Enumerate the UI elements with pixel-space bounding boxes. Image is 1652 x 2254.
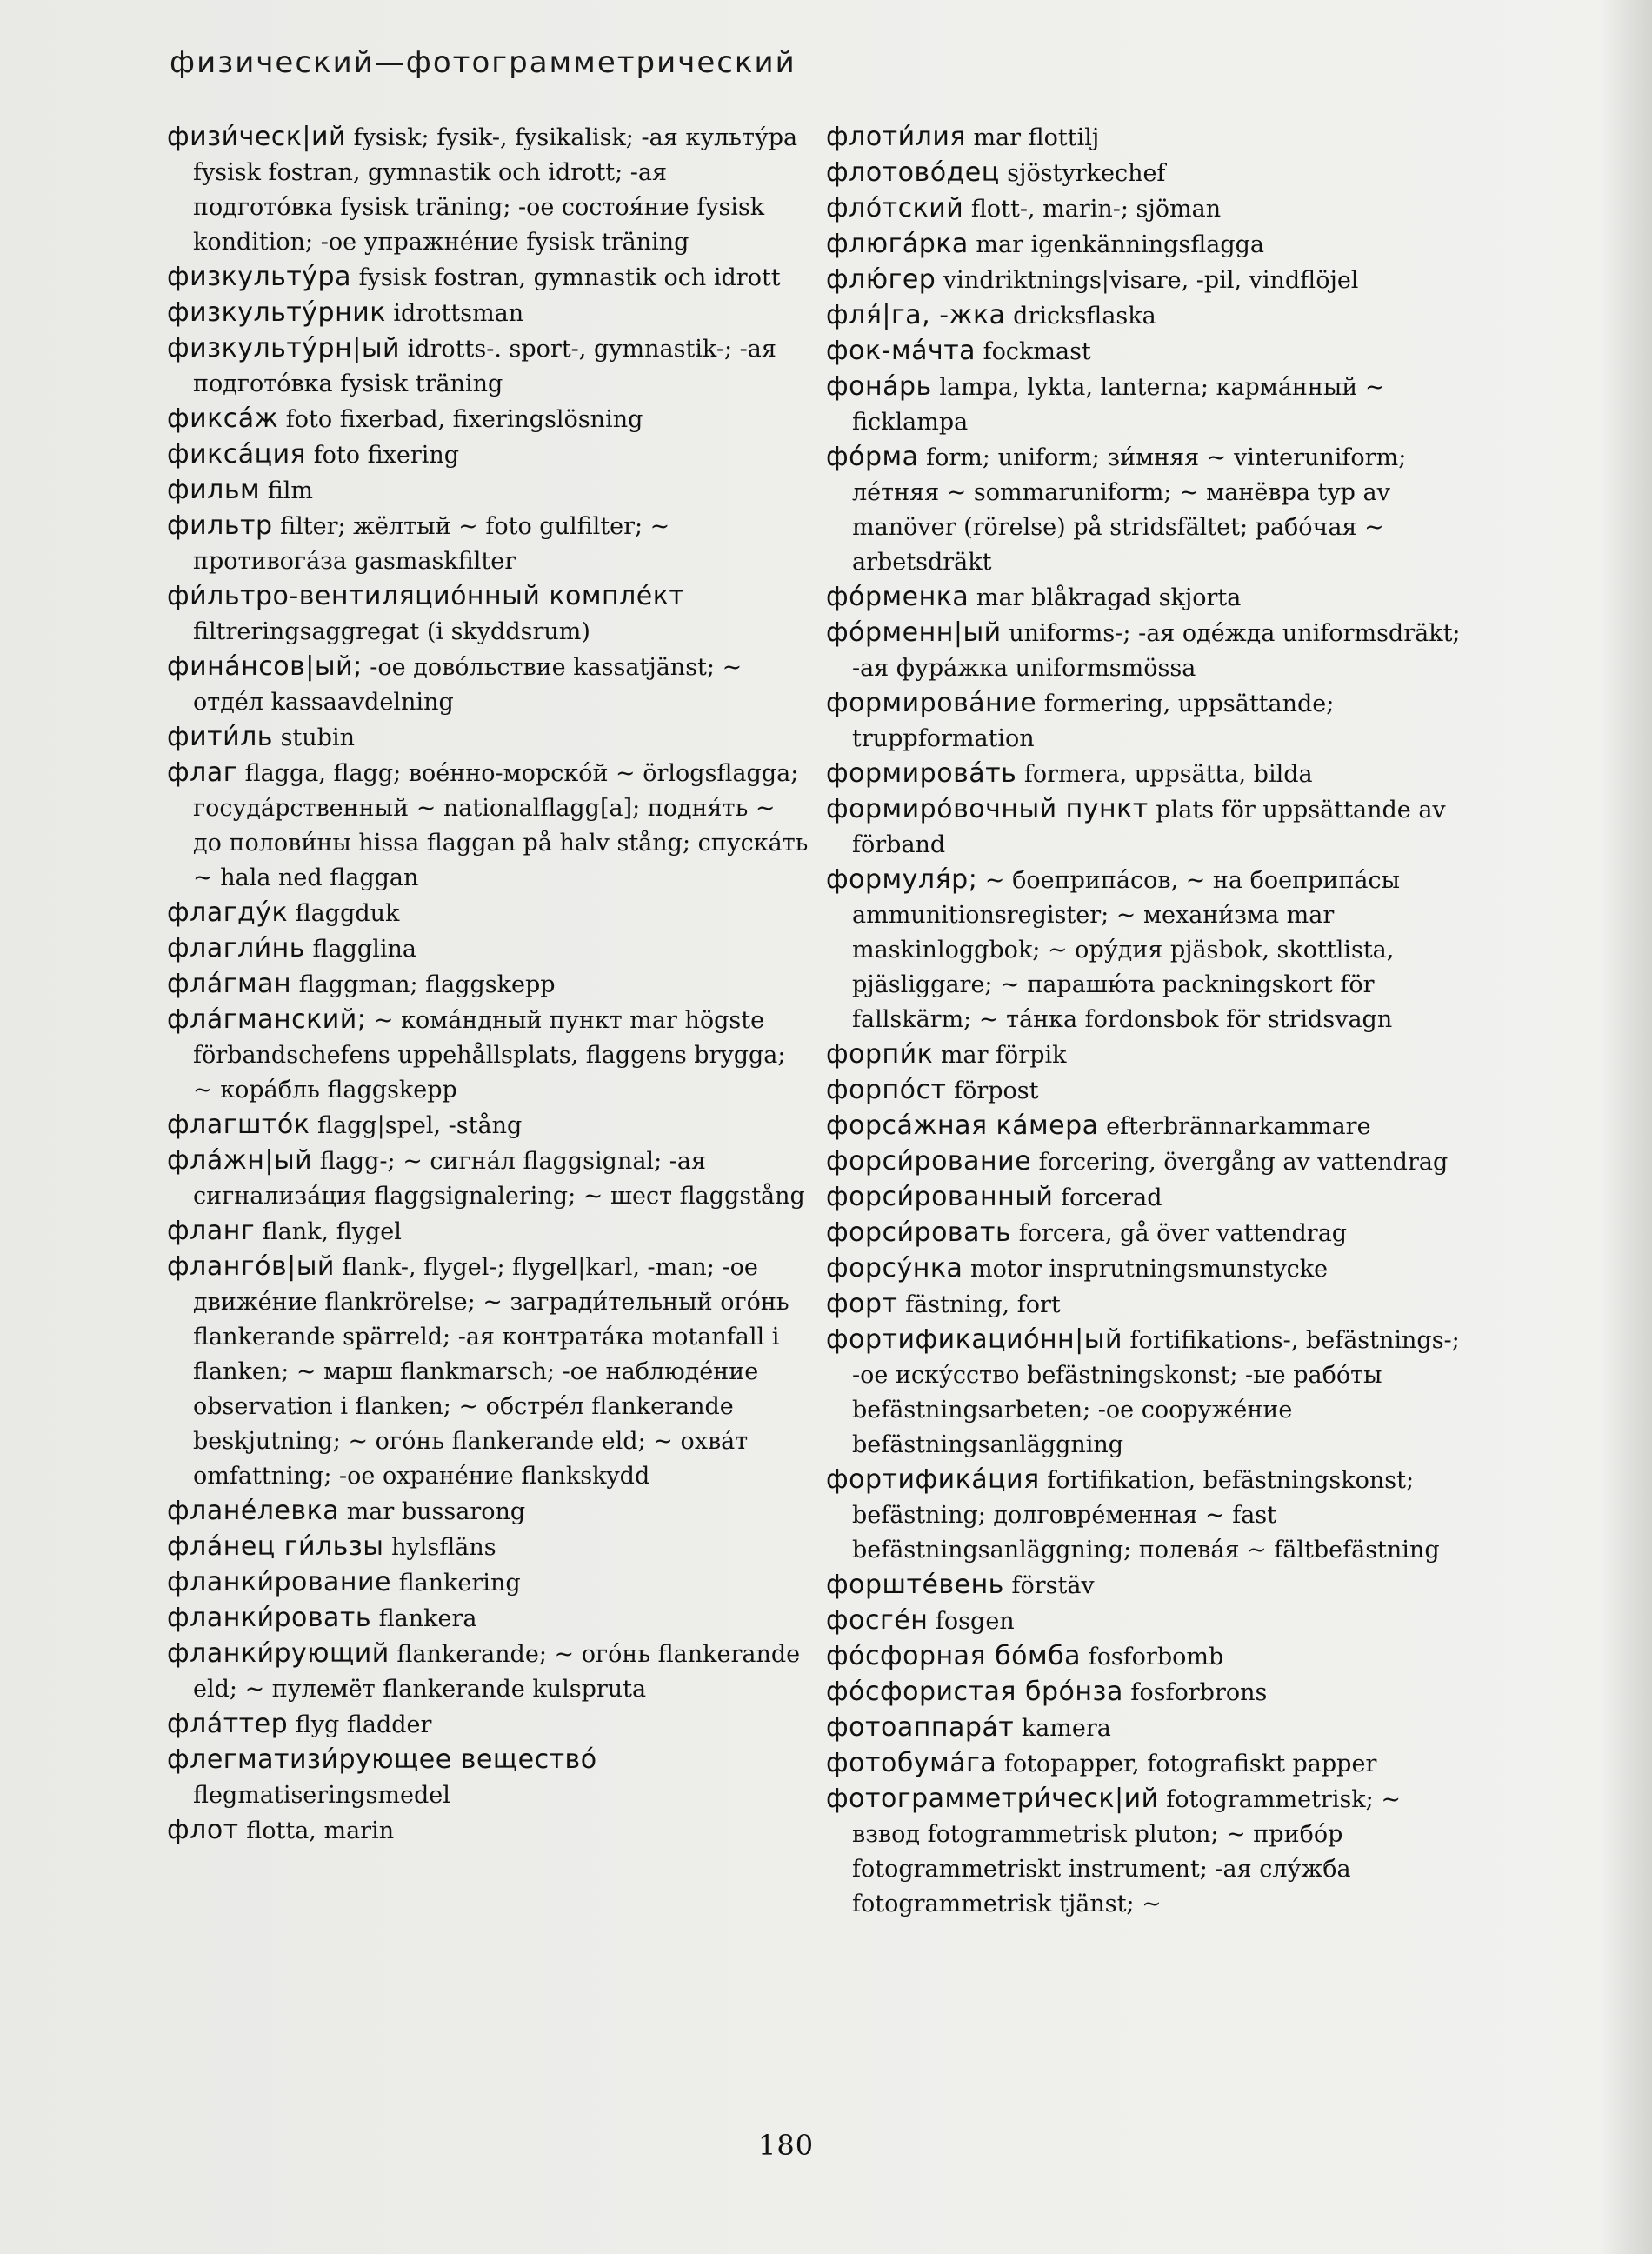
dictionary-entry [826, 263, 1469, 298]
dictionary-entry [826, 792, 1469, 863]
right-column [826, 120, 1469, 1922]
entry-gloss: efterbrännarkammare [1098, 1113, 1371, 1140]
dictionary-entry [167, 720, 810, 756]
dictionary-entry [826, 616, 1469, 686]
entry-gloss: ~ боеприпа́сов, ~ на боеприпа́сы ammunitionsregister; ~ механи́зма mar maskinloggbok; ~ ору́дия pjäsbok, skottlista, pjäsliggare; ~ парашю́та packningskort för fallskärm; ~ та́нка fordonsbok för stridsvagn [852, 867, 1401, 1033]
entry-headword: флотово́дец [826, 157, 1000, 188]
dictionary-entry [826, 1144, 1469, 1180]
entry-gloss: formering, uppsättande; truppformation [852, 690, 1335, 752]
entry-headword: фланго́в|ый [167, 1251, 335, 1282]
entry-headword: фосге́н [826, 1605, 929, 1636]
entry-gloss: motor insprutningsmunstycke [963, 1256, 1329, 1283]
entry-headword: форпо́ст [826, 1075, 947, 1105]
entry-gloss: mar blåkragad skjorta [969, 584, 1242, 611]
page-number: 180 [758, 2129, 815, 2162]
dictionary-entry [167, 896, 810, 931]
entry-headword: фла́ттер [167, 1709, 289, 1739]
dictionary-entry [167, 1565, 810, 1601]
entry-gloss: formera, uppsätta, bilda [1016, 761, 1313, 788]
dictionary-entry [167, 967, 810, 1003]
entry-gloss: plats för uppsättande av förband [852, 797, 1446, 858]
entry-headword: фортификацио́нн|ый [826, 1324, 1122, 1355]
entry-gloss: flagg-; ~ сигна́л flaggsignal; -ая сигнализа́ция flaggsignalering; ~ шест flaggstång [193, 1148, 805, 1210]
dictionary-entry [167, 120, 810, 260]
entry-headword: фортифика́ция [826, 1464, 1040, 1495]
entry-gloss: fysisk fostran, gymnastik och idrott [350, 264, 781, 291]
entry-headword: флот [167, 1815, 239, 1845]
entry-headword: физи́ческ|ий [167, 122, 346, 152]
entry-gloss: filter; жёлтый ~ foto gulfilter; ~ противога́за gasmaskfilter [193, 513, 670, 575]
entry-headword: флагли́нь [167, 933, 305, 964]
dictionary-entry [167, 931, 810, 967]
dictionary-entry [167, 1637, 810, 1707]
entry-headword: фок-ма́чта [826, 336, 976, 366]
dictionary-entry [826, 1180, 1469, 1216]
dictionary-entry [826, 1109, 1469, 1144]
dictionary-entry [167, 650, 810, 720]
entry-headword: фо́рма [826, 442, 919, 472]
entry-headword: флане́левка [167, 1496, 340, 1526]
entry-gloss: flaggduk [288, 900, 400, 927]
entry-gloss: fotogrammetrisk; ~ взвод fotogrammetrisk pluton; ~ прибо́р fotogrammetriskt instrument; -ая слу́жба fotogrammetrisk tjänst; ~ [852, 1786, 1401, 1917]
entry-headword: форса́жная ка́мера [826, 1110, 1099, 1141]
entry-gloss: mar bussarong [339, 1498, 526, 1525]
entry-gloss: idrottsman [385, 300, 524, 327]
entry-gloss: mar igenkänningsflagga [968, 231, 1265, 258]
entry-headword: фля́|га, -жка [826, 300, 1006, 330]
dictionary-entry [167, 1250, 810, 1494]
entry-headword: формиро́вочный пункт [826, 794, 1149, 824]
entry-gloss: forcera, gå över vattendrag [1011, 1220, 1348, 1247]
entry-gloss: fästning, fort [897, 1291, 1061, 1318]
entry-headword: фо́сфористая бро́нза [826, 1677, 1123, 1707]
dictionary-entry [167, 1003, 810, 1108]
dictionary-entry [826, 1675, 1469, 1711]
entry-headword: формуля́р; [826, 864, 978, 895]
dictionary-entry [167, 1494, 810, 1530]
entry-headword: физкульту́ра [167, 262, 351, 292]
entry-gloss: forcering, övergång av vattendrag [1031, 1149, 1449, 1176]
dictionary-entry [167, 473, 810, 509]
entry-headword: фо́рменка [826, 582, 969, 612]
entry-gloss: mar förpik [933, 1042, 1067, 1069]
entry-headword: флю́гер [826, 264, 936, 295]
entry-gloss: flankera [371, 1605, 477, 1632]
entry-headword: фотоаппара́т [826, 1712, 1015, 1743]
dictionary-entry [826, 1037, 1469, 1073]
entry-headword: фина́нсов|ый; [167, 651, 363, 682]
entry-gloss: mar flottilj [965, 124, 1100, 151]
entry-gloss: fosforbomb [1081, 1644, 1224, 1670]
entry-headword: физкульту́рник [167, 297, 386, 328]
dictionary-entry [167, 1214, 810, 1250]
entry-headword: форси́ровать [826, 1217, 1012, 1248]
entry-gloss: flegmatiseringsmedel [193, 1782, 450, 1809]
dictionary-entry [826, 370, 1469, 440]
dictionary-entry [826, 686, 1469, 757]
entry-gloss: flotta, marin [238, 1817, 395, 1844]
entry-gloss: vindriktnings|visare, -pil, vindflöjel [936, 267, 1359, 294]
entry-headword: фильтр [167, 510, 273, 541]
entry-gloss: flagglina [304, 936, 416, 963]
dictionary-entry [826, 191, 1469, 227]
entry-gloss: flott-, marin-; sjöman [963, 196, 1222, 223]
entry-gloss: kamera [1014, 1715, 1111, 1742]
entry-gloss: förpost [946, 1077, 1039, 1104]
dictionary-entry [167, 1144, 810, 1214]
dictionary-entry [167, 402, 810, 437]
entry-headword: фо́рменн|ый [826, 617, 1002, 648]
entry-gloss: foto fixering [306, 442, 460, 469]
entry-gloss: flyg fladder [288, 1711, 432, 1738]
entry-headword: флюга́рка [826, 229, 969, 259]
entry-headword: фланки́ровать [167, 1603, 372, 1633]
entry-headword: фотограмметри́ческ|ий [826, 1784, 1159, 1814]
running-head: физический—фотограмметрический [170, 45, 796, 80]
dictionary-entry [167, 331, 810, 402]
entry-gloss: flankering [390, 1570, 521, 1597]
entry-headword: флаг [167, 757, 237, 788]
entry-gloss: ~ кома́ндный пункт mar högste förbandschefens uppehållsplats, flaggens brygga; ~ кора́бль flaggskepp [193, 1007, 786, 1104]
entry-headword: флоти́лия [826, 122, 966, 152]
entry-gloss: form; uniform; зи́мняя ~ vinteruniform; ле́тняя ~ sommaruniform; ~ манёвра typ av manöver (rörelse) på stridsfältet; рабо́чая ~ arbetsdräkt [852, 444, 1407, 576]
entry-gloss: stubin [272, 724, 355, 751]
dictionary-entry [826, 1604, 1469, 1639]
dictionary-entry [826, 440, 1469, 580]
entry-gloss: fortifikations-, befästnings-; -ое иску́сство befästningskonst; -ые рабо́ты befästningsarbeten; -ое сооруже́ние befästningsanläggning [852, 1327, 1460, 1458]
entry-headword: фона́рь [826, 371, 932, 402]
entry-headword: фо́сфорная бо́мба [826, 1641, 1081, 1671]
entry-headword: флагду́к [167, 897, 289, 928]
entry-gloss: fotopapper, fotografiskt papper [996, 1751, 1377, 1777]
dictionary-entry [826, 1568, 1469, 1604]
dictionary-entry [826, 1746, 1469, 1782]
dictionary-entry [167, 509, 810, 579]
entry-headword: форште́вень [826, 1570, 1004, 1600]
dictionary-entry [167, 1813, 810, 1849]
entry-headword: фотобума́га [826, 1748, 997, 1778]
dictionary-entry [167, 1530, 810, 1565]
entry-headword: флагшто́к [167, 1110, 310, 1140]
entry-gloss: dricksflaska [1005, 303, 1156, 330]
entry-headword: фла́гман [167, 969, 292, 999]
entry-headword: фи́льтро-вентиляцио́нный компле́кт [167, 581, 685, 611]
entry-gloss: lampa, lykta, lanterna; карма́нный ~ ficklampa [852, 374, 1385, 436]
dictionary-entry [826, 1287, 1469, 1323]
dictionary-entry [167, 296, 810, 331]
entry-headword: форси́рование [826, 1146, 1032, 1177]
entry-headword: фикса́ж [167, 403, 279, 434]
entry-headword: фланки́рование [167, 1567, 391, 1597]
entry-headword: формирова́ние [826, 688, 1037, 718]
dictionary-entry [167, 1743, 810, 1813]
entry-headword: формирова́ть [826, 758, 1017, 789]
dictionary-entry [167, 1108, 810, 1144]
entry-gloss: flaggman; flaggskepp [291, 971, 556, 998]
entry-gloss: flankerande; ~ ого́нь flankerande eld; ~ пулемёт flankerande kulspruta [193, 1641, 801, 1703]
entry-gloss: fosgen [928, 1608, 1015, 1635]
dictionary-entry [826, 1323, 1469, 1463]
dictionary-entry [826, 227, 1469, 263]
left-column [167, 120, 810, 1849]
entry-gloss: filtreringsaggregat (i skyddsrum) [193, 618, 590, 645]
entry-gloss: flank, flygel [255, 1218, 402, 1245]
dictionary-entry [826, 1639, 1469, 1675]
binding-shadow [1600, 0, 1652, 2254]
dictionary-entry [826, 1216, 1469, 1251]
entry-headword: фикса́ция [167, 439, 307, 470]
entry-headword: форси́рованный [826, 1182, 1054, 1212]
entry-gloss: foto fixerbad, fixeringslösning [278, 406, 643, 433]
dictionary-entry [167, 756, 810, 896]
entry-gloss: forcerad [1053, 1184, 1162, 1211]
dictionary-entry [167, 579, 810, 650]
entry-headword: фла́гманский; [167, 1004, 367, 1035]
entry-headword: фильм [167, 475, 261, 505]
entry-gloss: film [260, 477, 313, 504]
entry-headword: флегматизи́рующее веществó [167, 1744, 597, 1775]
entry-gloss: fysisk; fysik-, fysikalisk; -ая культу́ра fysisk fostran, gymnastik och idrott; -ая подгото́вка fysisk träning; -ое состоя́ние fysisk kondition; -ое упражне́ние fysisk träning [193, 124, 798, 256]
dictionary-entry [826, 757, 1469, 792]
entry-gloss: flank-, flygel-; flygel|karl, -man; -ое движе́ние flankrörelse; ~ загради́тельный ого́нь flankerande spärreld; -ая контрата́ка motanfall i flanken; ~ марш flankmarsch; -ое наблюде́ние observation i flanken; ~ обстре́л flankerande beskjutning; ~ ого́нь flankerande eld; ~ охва́т omfattning; -ое охране́ние flankskydd [193, 1254, 789, 1490]
dictionary-entry [826, 1251, 1469, 1287]
dictionary-entry [826, 334, 1469, 370]
entry-gloss: hylsfläns [383, 1534, 496, 1561]
dictionary-entry [826, 1782, 1469, 1922]
dictionary-entry [826, 120, 1469, 156]
dictionary-entry [826, 1711, 1469, 1746]
entry-headword: фла́нец ги́льзы [167, 1531, 384, 1562]
entry-headword: физкульту́рн|ый [167, 333, 401, 363]
entry-headword: форсу́нка [826, 1253, 963, 1284]
dictionary-entry [167, 260, 810, 296]
entry-gloss: fortifikation, befästningskonst; befästning; долговре́менная ~ fast befästningsanläggning; полева́я ~ fältbefästning [852, 1467, 1440, 1564]
entry-gloss: fockmast [976, 338, 1091, 365]
entry-headword: фланг [167, 1216, 256, 1246]
entry-gloss: flagg|spel, -stång [310, 1112, 523, 1139]
dictionary-entry [826, 863, 1469, 1037]
dictionary-entry [826, 298, 1469, 334]
entry-gloss: -ое дово́льствие kassatjänst; ~ отде́л kassaavdelning [193, 654, 743, 716]
entry-headword: фити́ль [167, 722, 273, 752]
entry-gloss: uniforms-; -ая оде́жда uniformsdräkt; -ая фура́жка uniformsmössa [852, 620, 1461, 682]
dictionary-entry [167, 1707, 810, 1743]
dictionary-entry [167, 1601, 810, 1637]
entry-headword: фло́тский [826, 193, 964, 223]
entry-gloss: flagga, flagg; вое́нно-морско́й ~ örlogsflagga; госуда́рственный ~ nationalflagg[a]; подня́ть ~ до полови́ны hissa flaggan på halv stång; спуска́ть ~ hala ned flaggan [193, 760, 809, 891]
entry-gloss: fosforbrons [1122, 1679, 1268, 1706]
dictionary-entry [826, 1073, 1469, 1109]
entry-headword: фла́жн|ый [167, 1145, 313, 1176]
entry-gloss: förstäv [1003, 1572, 1095, 1599]
entry-headword: форпи́к [826, 1039, 934, 1070]
dictionary-entry [826, 580, 1469, 616]
entry-gloss: sjöstyrkechef [999, 160, 1166, 187]
dictionary-entry [167, 437, 810, 473]
dictionary-entry [826, 156, 1469, 191]
dictionary-entry [826, 1463, 1469, 1568]
entry-gloss: idrotts-. sport-, gymnastik-; -ая подгото́вка fysisk träning [193, 336, 776, 397]
entry-headword: форт [826, 1289, 898, 1319]
entry-headword: фланки́рующий [167, 1638, 390, 1669]
